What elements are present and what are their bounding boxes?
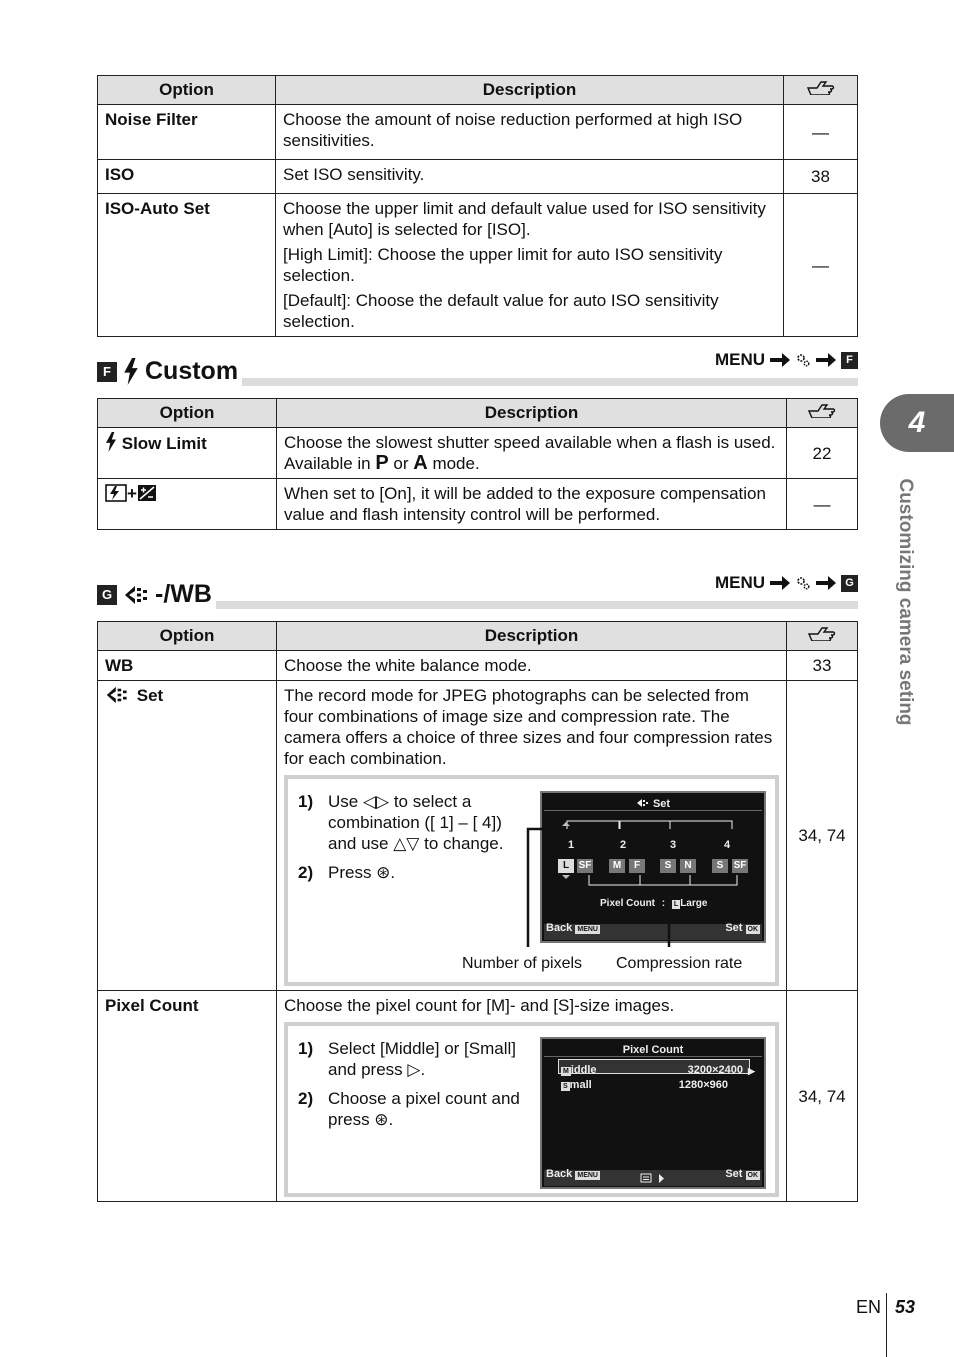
- step-number: 1): [298, 1039, 314, 1058]
- description-text: or: [388, 454, 414, 473]
- combination-4: 4: [724, 839, 731, 851]
- chapter-title: Customizing camera seting: [895, 478, 916, 726]
- compression-chip: N: [680, 859, 696, 873]
- description: [277, 991, 787, 1202]
- header-description: Description: [277, 622, 787, 651]
- header-reference: [784, 76, 858, 105]
- step-text: Select [Middle] or [Small] and press ▷.: [328, 1039, 517, 1079]
- table-row: [98, 160, 858, 194]
- reference-hand-icon: [808, 402, 836, 418]
- image-quality-icon: [123, 584, 153, 606]
- table-row: [98, 651, 858, 681]
- instruction-box: [284, 1022, 779, 1197]
- screen-divider: [544, 1056, 762, 1057]
- menu-path: [711, 350, 858, 370]
- reference-page: 34, 74: [787, 681, 858, 991]
- flash-icon: [123, 358, 139, 385]
- option-label: Set: [136, 686, 164, 705]
- screen-title-text: Set: [652, 798, 671, 810]
- option-label: Slow Limit: [121, 434, 207, 453]
- label-compression-rate: Compression rate: [616, 955, 743, 972]
- label-number-of-pixels: Number of pixels: [462, 955, 583, 972]
- size-tag: L: [673, 901, 679, 908]
- description-text: Choose the pixel count for [M]- and [S]-size images.: [284, 996, 675, 1015]
- screen-set: [725, 1164, 760, 1185]
- page-footer: [856, 1297, 915, 1318]
- page-number: 53: [895, 1297, 916, 1317]
- description: Choose the white balance mode.: [277, 651, 787, 681]
- set-label: Set: [725, 922, 743, 934]
- section-heading-quality-wb: [97, 573, 858, 609]
- size-chip: M: [609, 859, 625, 873]
- header-description: Description: [277, 399, 787, 428]
- reference-page: 33: [787, 651, 858, 681]
- description: [276, 105, 784, 160]
- reference-page: 22: [787, 428, 858, 479]
- screen-back: [546, 1164, 600, 1185]
- step-number: 2): [298, 863, 314, 882]
- combination-3: 3: [670, 839, 677, 851]
- compression-chip: SF: [733, 860, 747, 871]
- screen-title: Pixel Count: [622, 1044, 684, 1056]
- row-label: mall: [569, 1079, 592, 1091]
- section-title: [97, 357, 242, 386]
- image-quality-icon: [105, 685, 132, 705]
- reference-page: —: [787, 479, 858, 530]
- footer-divider: [886, 1293, 887, 1357]
- section-title: [97, 580, 216, 609]
- settings-arrow-icon: [640, 1173, 666, 1184]
- step-text: Press ⊛.: [328, 863, 396, 882]
- description-text: The record mode for JPEG photographs can be selected from four combinations of image size and compression rate. The camera offers a choice of three sizes and four compression rates for each combination.: [284, 686, 773, 768]
- compression-chip: SF: [578, 860, 592, 871]
- menu-tag: MENU: [577, 926, 598, 933]
- description: [276, 194, 784, 337]
- flash-icon: [105, 432, 117, 452]
- arrow-right-icon: [769, 575, 791, 591]
- option-wb: WB: [98, 651, 277, 681]
- description-text: [High Limit]: Choose the upper limit for auto ISO sensitivity selection.: [283, 245, 723, 285]
- header-reference: [787, 399, 858, 428]
- header-reference: [787, 622, 858, 651]
- arrow-right-icon: [815, 575, 837, 591]
- step-text: Choose a pixel count and press ⊛.: [328, 1089, 520, 1129]
- header-option: Option: [98, 76, 276, 105]
- mode-p-icon: P: [375, 452, 389, 474]
- step-text: Use ◁▷ to select a combination ([ 1] – [ 4]) and use △▽ to change.: [328, 792, 504, 853]
- description-text: [Default]: Choose the default value for auto ISO sensitivity selection.: [283, 291, 719, 331]
- arrow-right-icon: [815, 352, 837, 368]
- row-label: iddle: [570, 1064, 597, 1076]
- step-number: 2): [298, 1089, 314, 1108]
- custom-gear-icon: [795, 575, 811, 591]
- row-value: 3200×2400: [687, 1064, 743, 1076]
- row-value: 1280×960: [678, 1079, 728, 1091]
- step-number: 1): [298, 792, 314, 811]
- header-description: Description: [276, 76, 784, 105]
- menu-path: [711, 573, 858, 593]
- description: [277, 428, 787, 479]
- back-label: Back: [546, 922, 573, 934]
- readout-separator: :: [661, 898, 666, 909]
- language-label: EN: [856, 1297, 882, 1317]
- flash-compensation-icon: [105, 484, 127, 502]
- table-row: [98, 428, 858, 479]
- description-text: Choose the amount of noise reduction performed at high ISO sensitivities.: [283, 110, 743, 150]
- option-quality-set: [98, 681, 277, 991]
- reference-hand-icon: [807, 79, 835, 95]
- section-title-text: -/WB: [155, 580, 212, 608]
- size-chip: L: [558, 859, 574, 873]
- camera-screen-pixel-count: [540, 1037, 766, 1189]
- menu-tag: MENU: [577, 1172, 598, 1179]
- ok-tag: OK: [747, 926, 758, 933]
- option-label: +: [127, 484, 137, 503]
- size-tag: M: [563, 1068, 569, 1075]
- settings-table-3: [97, 621, 858, 1202]
- description: When set to [On], it will be added to the exposure compensation value and flash intensity control will be performed.: [277, 479, 787, 530]
- exposure-compensation-icon: [137, 484, 157, 502]
- settings-table-2: [97, 398, 858, 530]
- menu-label: MENU: [714, 573, 765, 592]
- section-title-text: Custom: [145, 357, 239, 385]
- table-row: [98, 479, 858, 530]
- reference-page: 38: [784, 160, 858, 194]
- arrow-right-icon: ▶: [748, 1066, 755, 1076]
- description-text: Set ISO sensitivity.: [283, 165, 425, 184]
- step: [298, 1038, 528, 1080]
- menu-g-icon: G: [841, 575, 858, 592]
- mode-a-icon: A: [413, 452, 428, 474]
- reference-page: —: [784, 105, 858, 160]
- back-label: Back: [546, 1168, 573, 1180]
- size-tag: S: [563, 1083, 568, 1090]
- compression-chip: F: [629, 859, 645, 873]
- description-text: Choose the slowest shutter speed available when a flash is used. Available in: [284, 433, 776, 473]
- combination-1: 1: [568, 839, 575, 851]
- ok-tag: OK: [747, 1172, 758, 1179]
- reference-page: —: [784, 194, 858, 337]
- combination-2: 2: [620, 839, 627, 851]
- menu-g-icon: G: [97, 585, 117, 605]
- menu-f-icon: F: [97, 362, 117, 382]
- option-pixel-count: Pixel Count: [98, 991, 277, 1202]
- description-text: Choose the upper limit and default value used for ISO sensitivity when [Auto] is selected for [ISO].: [283, 199, 766, 239]
- readout-value: Large: [680, 898, 708, 909]
- table-row: [98, 194, 858, 337]
- menu-label: MENU: [714, 350, 765, 369]
- header-option: Option: [98, 399, 277, 428]
- pixel-row-middle[interactable]: [558, 1059, 750, 1074]
- chapter-tab: 4: [880, 394, 954, 452]
- arrow-right-icon: [769, 352, 791, 368]
- steps: [298, 1038, 528, 1138]
- reference-hand-icon: [808, 625, 836, 641]
- section-heading-custom: [97, 350, 858, 386]
- option-iso-auto-set: ISO-Auto Set: [98, 194, 276, 337]
- table-row: [98, 991, 858, 1202]
- size-chip: S: [712, 859, 728, 873]
- description: [277, 681, 787, 991]
- callout-lines: [288, 779, 776, 979]
- option-iso: ISO: [98, 160, 276, 194]
- table-row: [98, 105, 858, 160]
- header-option: Option: [98, 622, 277, 651]
- set-label: Set: [725, 1168, 743, 1180]
- description-text: mode.: [427, 454, 480, 473]
- size-chip: S: [660, 859, 676, 873]
- reference-page: 34, 74: [787, 991, 858, 1202]
- option-noise-filter: Noise Filter: [98, 105, 276, 160]
- settings-table-1: [97, 75, 858, 337]
- table-row: [98, 681, 858, 991]
- instruction-box: [284, 775, 779, 986]
- option-flash-exposure-comp: [98, 479, 277, 530]
- step: [298, 1088, 528, 1130]
- custom-gear-icon: [795, 352, 811, 368]
- pixel-row-small[interactable]: [558, 1075, 748, 1091]
- menu-f-icon: F: [841, 352, 858, 369]
- option-slow-limit: [98, 428, 277, 479]
- readout-label: Pixel Count: [600, 898, 656, 909]
- description: [276, 160, 784, 194]
